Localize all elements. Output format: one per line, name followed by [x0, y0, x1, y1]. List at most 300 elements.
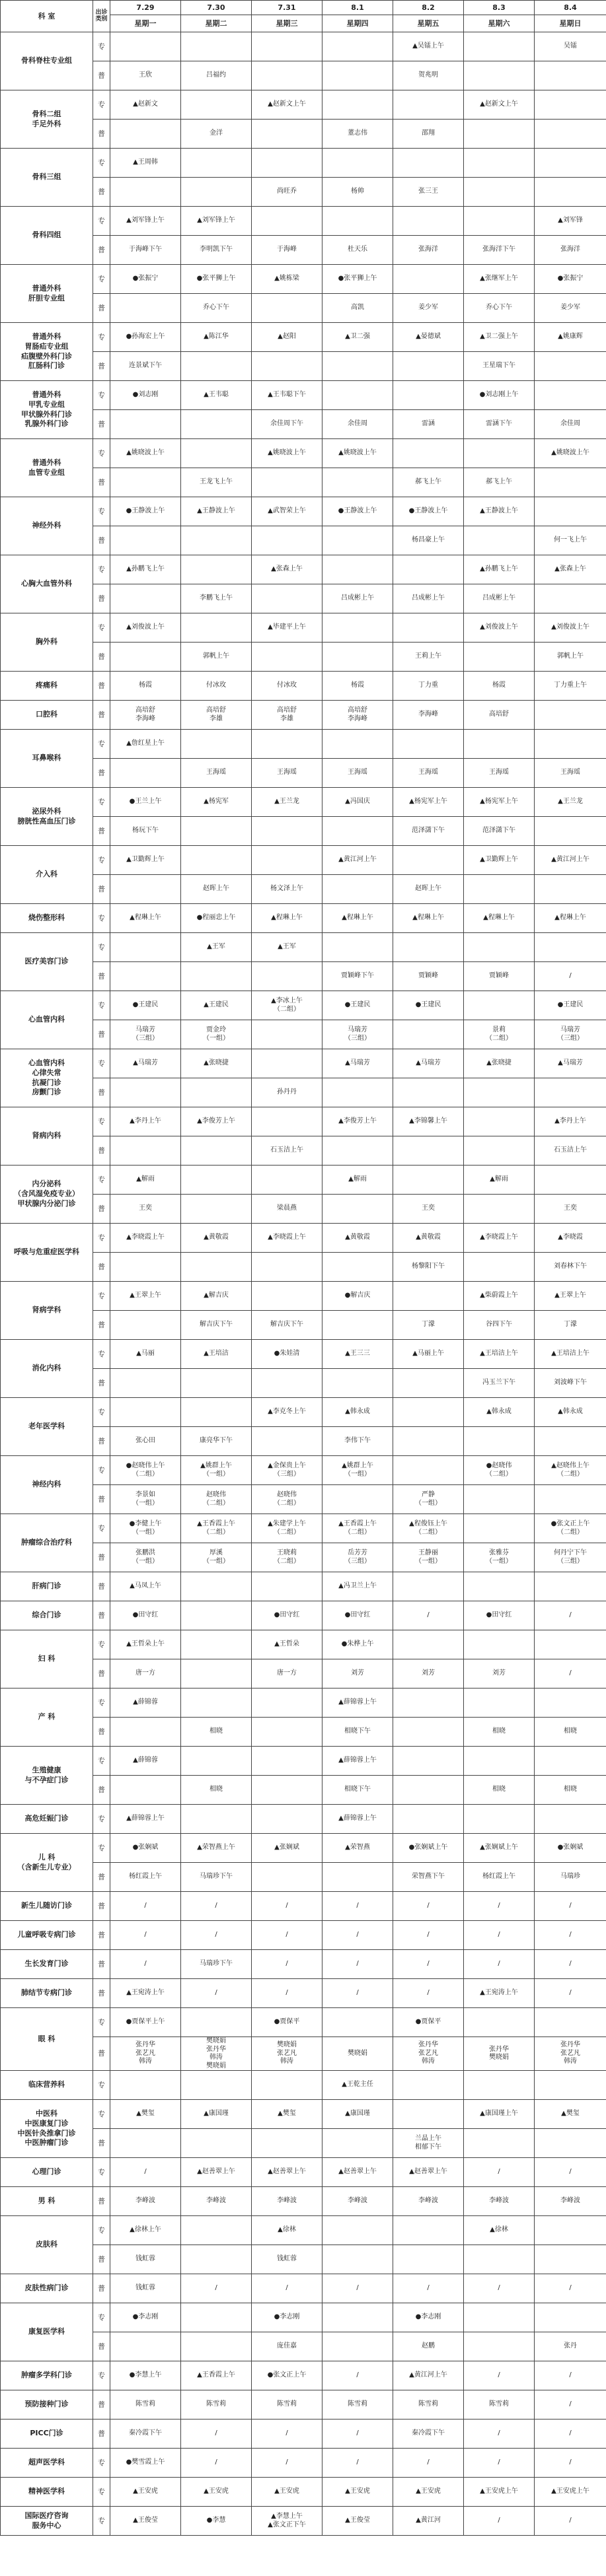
schedule-cell	[252, 1805, 322, 1834]
schedule-cell: ▲卫勤辉上午	[464, 846, 535, 875]
schedule-cell: 王莉上午	[393, 643, 464, 672]
schedule-row	[1, 2361, 606, 2390]
schedule-cell: /	[181, 2274, 252, 2303]
schedule-row	[1, 2390, 606, 2419]
department-name: 中医科 中医康复门诊 中医针灸推拿门诊 中医肿瘤门诊	[1, 2100, 93, 2158]
schedule-cell	[322, 1078, 393, 1107]
schedule-cell	[464, 1107, 535, 1136]
schedule-row	[1, 2100, 606, 2129]
schedule-row	[1, 439, 606, 468]
schedule-cell	[252, 730, 322, 759]
schedule-cell: 张鹏洪 （一组）	[110, 1543, 181, 1572]
schedule-cell	[464, 120, 535, 149]
schedule-cell: ▲李晓霞上午	[110, 1224, 181, 1253]
visit-type: 普	[93, 817, 110, 846]
schedule-cell	[535, 1078, 606, 1107]
date-header: 7.30	[181, 1, 252, 15]
schedule-cell: ▲冯卫兰上午	[322, 1572, 393, 1601]
schedule-cell: ▲韩永成	[535, 1398, 606, 1427]
schedule-row	[1, 555, 606, 584]
schedule-cell: ▲王静波上午	[181, 497, 252, 526]
schedule-cell: 高培舒 李雄	[181, 701, 252, 730]
schedule-cell: ▲赵善翠上午	[252, 2158, 322, 2187]
visit-type: 普	[93, 1601, 110, 1630]
visit-type: 普	[93, 2245, 110, 2274]
schedule-cell: ●张文正上午 （二组）	[535, 1514, 606, 1543]
visit-type: 普	[93, 643, 110, 672]
schedule-cell: 贺兆明	[393, 61, 464, 90]
schedule-cell	[252, 120, 322, 149]
schedule-cell: ▲薛锦蓉上午	[110, 1805, 181, 1834]
schedule-cell	[181, 1369, 252, 1398]
schedule-cell: ▲晏德斌	[393, 323, 464, 352]
schedule-cell: 何一飞上午	[535, 526, 606, 555]
schedule-cell: ▲荣智燕	[322, 1834, 393, 1863]
department-name: 普通外科 血管专业组	[1, 439, 93, 497]
schedule-cell	[393, 1166, 464, 1195]
weekday-header: 星期六	[464, 15, 535, 32]
header-dates-row	[1, 1, 606, 15]
schedule-cell: 陈雪莉	[181, 2390, 252, 2419]
schedule-cell: ▲武智荣上午	[252, 497, 322, 526]
schedule-cell: 丁濛	[393, 1311, 464, 1340]
schedule-cell: ▲康国瑾	[322, 2100, 393, 2129]
schedule-cell	[322, 149, 393, 178]
schedule-cell: ●张振宁	[535, 265, 606, 294]
department-name: 国际医疗咨询 服务中心	[1, 2507, 93, 2536]
visit-type: 普	[93, 1979, 110, 2008]
schedule-cell: 王海瑶	[322, 759, 393, 788]
schedule-cell: 丁力重上午	[535, 672, 606, 701]
schedule-cell: ▲黄敬霞	[393, 1224, 464, 1253]
schedule-cell: ▲姚群上午 （一组）	[322, 1456, 393, 1485]
schedule-cell	[535, 2303, 606, 2332]
visit-type: 普	[93, 526, 110, 555]
schedule-row	[1, 381, 606, 410]
schedule-cell: 邵翔	[393, 120, 464, 149]
visit-type: 普	[93, 1718, 110, 1747]
schedule-cell	[393, 2071, 464, 2100]
schedule-cell	[393, 1747, 464, 1776]
schedule-cell: 丁濛	[535, 1311, 606, 1340]
schedule-cell: ▲马瑞芳	[110, 1049, 181, 1078]
schedule-cell	[535, 1805, 606, 1834]
schedule-cell	[535, 1747, 606, 1776]
schedule-cell: 唐一方	[110, 1659, 181, 1688]
schedule-cell	[393, 555, 464, 584]
schedule-cell: ▲王培洁上午	[535, 1340, 606, 1369]
schedule-cell: ▲马凤上午	[110, 1572, 181, 1601]
schedule-cell	[535, 178, 606, 207]
visit-type: 普	[93, 1659, 110, 1688]
schedule-cell: /	[322, 2449, 393, 2478]
schedule-row	[1, 904, 606, 933]
schedule-cell	[181, 149, 252, 178]
schedule-cell: 相晓下午	[322, 1776, 393, 1805]
schedule-cell	[181, 1398, 252, 1427]
schedule-cell	[252, 2129, 322, 2158]
schedule-cell: ●贾保平	[393, 2008, 464, 2037]
department-name: 综合门诊	[1, 1601, 93, 1630]
schedule-cell	[181, 2129, 252, 2158]
schedule-cell: 姜少军	[393, 294, 464, 323]
visit-type: 专	[93, 1834, 110, 1863]
schedule-cell: 付冰玫	[252, 672, 322, 701]
schedule-cell: ▲王三三	[322, 1340, 393, 1369]
department-name: 呼吸与危重症医学科	[1, 1224, 93, 1282]
schedule-cell	[322, 2008, 393, 2037]
department-name: 心胸大血管外科	[1, 555, 93, 613]
schedule-cell	[393, 2100, 464, 2129]
visit-type: 普	[93, 2187, 110, 2216]
schedule-cell	[464, 933, 535, 962]
schedule-cell: /	[252, 1950, 322, 1979]
schedule-cell: /	[322, 1921, 393, 1950]
weekday-header: 星期二	[181, 15, 252, 32]
schedule-cell: 李峰波	[464, 2187, 535, 2216]
schedule-cell: ▲詹红星上午	[110, 730, 181, 759]
schedule-body	[1, 32, 606, 2536]
schedule-cell	[322, 207, 393, 236]
schedule-cell: ▲刘俊波上午	[535, 613, 606, 643]
schedule-cell: /	[464, 1921, 535, 1950]
schedule-cell	[464, 991, 535, 1020]
schedule-cell: /	[535, 2361, 606, 2390]
visit-type: 专	[93, 1282, 110, 1311]
schedule-cell: ●刘志刚上午	[464, 381, 535, 410]
schedule-row	[1, 1747, 606, 1776]
schedule-cell	[110, 120, 181, 149]
schedule-cell: ●田守红	[110, 1601, 181, 1630]
schedule-row	[1, 2216, 606, 2245]
schedule-cell	[535, 2216, 606, 2245]
visit-type: 普	[93, 1195, 110, 1224]
schedule-cell	[393, 1776, 464, 1805]
schedule-cell: 杨黎阳下午	[393, 1253, 464, 1282]
schedule-cell: 郭帆上午	[535, 643, 606, 672]
schedule-cell: ▲康国瑾	[181, 2100, 252, 2129]
schedule-cell: /	[464, 2419, 535, 2449]
schedule-cell: 吕成彬上午	[464, 584, 535, 613]
visit-type: 普	[93, 468, 110, 497]
schedule-cell: 赵晓伟 （二组）	[181, 1485, 252, 1514]
schedule-cell	[393, 1427, 464, 1456]
schedule-cell	[535, 90, 606, 120]
schedule-cell: 王海瑶	[252, 759, 322, 788]
schedule-cell: /	[252, 2419, 322, 2449]
department-name: 皮肤科	[1, 2216, 93, 2274]
department-name: 肝病门诊	[1, 1572, 93, 1601]
schedule-cell: 解吉庆下午	[181, 1311, 252, 1340]
schedule-cell: ▲张晓捷	[181, 1049, 252, 1078]
schedule-cell: 严静 （一组）	[393, 1485, 464, 1514]
department-name: 高危妊娠门诊	[1, 1805, 93, 1834]
schedule-cell	[464, 1427, 535, 1456]
schedule-cell	[110, 933, 181, 962]
schedule-cell: ▲王军	[252, 933, 322, 962]
schedule-cell	[110, 2129, 181, 2158]
schedule-cell: /	[181, 1979, 252, 2008]
visit-type: 专	[93, 207, 110, 236]
visit-type: 专	[93, 613, 110, 643]
schedule-cell	[393, 265, 464, 294]
schedule-cell	[535, 1427, 606, 1456]
schedule-cell: 王静丽 （一组）	[393, 1543, 464, 1572]
schedule-cell: 张丹华 张艺凡 韩涛	[535, 2037, 606, 2071]
schedule-cell: ▲姚晓波上午	[252, 439, 322, 468]
schedule-cell: ▲韩永成	[464, 1398, 535, 1427]
schedule-cell	[252, 1776, 322, 1805]
schedule-cell: ▲程琳上午	[535, 904, 606, 933]
schedule-cell: ▲王周韩	[110, 149, 181, 178]
schedule-cell: 贾金玲 （一组）	[181, 1020, 252, 1049]
schedule-cell: ▲王翠上午	[110, 1282, 181, 1311]
schedule-cell	[464, 526, 535, 555]
schedule-cell: ▲荣智燕上午	[181, 1834, 252, 1863]
department-name: PICC门诊	[1, 2419, 93, 2449]
schedule-cell: ▲马瑞芳	[393, 1049, 464, 1078]
schedule-cell: ▲刘俊波上午	[110, 613, 181, 643]
department-name: 神经外科	[1, 497, 93, 555]
schedule-cell	[252, 584, 322, 613]
schedule-cell	[464, 2071, 535, 2100]
schedule-row	[1, 1805, 606, 1834]
schedule-cell: 张丹华 张艺凡 韩涛	[393, 2037, 464, 2071]
schedule-cell: ▲王乾主任	[322, 2071, 393, 2100]
schedule-cell: ▲王安虎	[110, 2478, 181, 2507]
schedule-cell: 王奕	[110, 1195, 181, 1224]
schedule-cell	[181, 962, 252, 991]
schedule-cell	[110, 1311, 181, 1340]
schedule-cell	[110, 410, 181, 439]
schedule-cell	[322, 1253, 393, 1282]
schedule-cell: 李景如 （一组）	[110, 1485, 181, 1514]
visit-type: 普	[93, 2419, 110, 2449]
schedule-cell: 李峰波	[393, 2187, 464, 2216]
department-name: 神经内科	[1, 1456, 93, 1514]
schedule-cell: ▲程琳上午	[322, 904, 393, 933]
schedule-cell: ▲刘俊波上午	[464, 613, 535, 643]
schedule-cell: 余佳周下午	[252, 410, 322, 439]
schedule-cell: /	[464, 2449, 535, 2478]
schedule-row	[1, 2008, 606, 2037]
schedule-cell	[252, 207, 322, 236]
schedule-cell: /	[322, 1979, 393, 2008]
schedule-cell: 王海瑶	[535, 759, 606, 788]
schedule-cell: /	[535, 1950, 606, 1979]
visit-type: 专	[93, 1049, 110, 1078]
schedule-cell	[252, 643, 322, 672]
schedule-cell	[252, 1863, 322, 1892]
schedule-cell: ●张文正上午	[252, 2361, 322, 2390]
department-name: 内分泌科 （含风湿免疫专业） 甲状腺内分泌门诊	[1, 1166, 93, 1224]
schedule-cell: ▲王静波上午	[464, 497, 535, 526]
visit-type: 专	[93, 1398, 110, 1427]
visit-type: 专	[93, 1688, 110, 1718]
schedule-cell	[535, 2071, 606, 2100]
department-name: 心血管内科	[1, 991, 93, 1049]
schedule-cell: ●张娴斌	[110, 1834, 181, 1863]
schedule-cell: /	[393, 1921, 464, 1950]
schedule-row	[1, 1166, 606, 1195]
schedule-cell: ▲李俊芳上午	[322, 1107, 393, 1136]
schedule-cell: 王晓莉 （二组）	[252, 1543, 322, 1572]
visit-type: 专	[93, 2071, 110, 2100]
visit-type: 专	[93, 991, 110, 1020]
schedule-cell	[110, 2332, 181, 2361]
schedule-cell: 何丹宁下午 （三组）	[535, 1543, 606, 1572]
schedule-cell: 相晓	[535, 1776, 606, 1805]
schedule-cell	[181, 1630, 252, 1659]
schedule-cell	[393, 1688, 464, 1718]
department-name: 肾病学科	[1, 1282, 93, 1340]
schedule-cell: 丁力重	[393, 672, 464, 701]
schedule-cell	[393, 730, 464, 759]
visit-type: 专	[93, 1747, 110, 1776]
schedule-row	[1, 2274, 606, 2303]
schedule-cell: ▲姚群上午 （一组）	[181, 1456, 252, 1485]
schedule-cell: ▲王培洁	[181, 1340, 252, 1369]
schedule-row	[1, 1892, 606, 1921]
department-name: 耳鼻喉科	[1, 730, 93, 788]
schedule-cell	[181, 32, 252, 61]
date-header: 8.2	[393, 1, 464, 15]
schedule-cell: 杨红霞上午	[464, 1863, 535, 1892]
schedule-cell: ▲解吉庆	[181, 1282, 252, 1311]
schedule-cell	[464, 2245, 535, 2274]
schedule-cell: ●李志刚	[252, 2303, 322, 2332]
schedule-cell	[110, 875, 181, 904]
visit-type: 专	[93, 2303, 110, 2332]
date-header: 7.31	[252, 1, 322, 15]
schedule-cell	[393, 613, 464, 643]
schedule-cell	[252, 817, 322, 846]
visit-type: 专	[93, 1166, 110, 1195]
schedule-cell	[322, 2332, 393, 2361]
visit-type: 普	[93, 352, 110, 381]
schedule-cell	[322, 730, 393, 759]
schedule-cell: /	[464, 2158, 535, 2187]
visit-type: 普	[93, 1136, 110, 1166]
schedule-cell: ▲马瑞芳	[535, 1049, 606, 1078]
schedule-cell	[110, 759, 181, 788]
schedule-cell: ▲陈江华	[181, 323, 252, 352]
schedule-cell: 王龙飞上午	[181, 468, 252, 497]
schedule-cell: 陈雪莉	[464, 2390, 535, 2419]
schedule-cell	[322, 2303, 393, 2332]
department-name: 生殖健康 与不孕症门诊	[1, 1747, 93, 1805]
schedule-cell	[393, 2245, 464, 2274]
schedule-cell	[252, 1688, 322, 1718]
schedule-cell	[393, 352, 464, 381]
visit-type: 普	[93, 1892, 110, 1921]
schedule-cell	[393, 1020, 464, 1049]
schedule-cell: 王奕	[393, 1195, 464, 1224]
visit-type: 普	[93, 294, 110, 323]
schedule-cell: ●赵晓伟 （二组）	[464, 1456, 535, 1485]
schedule-cell	[252, 1253, 322, 1282]
department-name: 烧伤整形科	[1, 904, 93, 933]
schedule-cell: /	[393, 1950, 464, 1979]
schedule-row	[1, 2419, 606, 2449]
schedule-cell: /	[252, 1979, 322, 2008]
schedule-row	[1, 1834, 606, 1863]
schedule-cell: ●王建民	[393, 991, 464, 1020]
schedule-cell: ●李慧上午	[110, 2361, 181, 2390]
schedule-cell	[181, 613, 252, 643]
schedule-cell: 相晓	[535, 1718, 606, 1747]
schedule-cell: 杨霞	[322, 672, 393, 701]
schedule-cell	[252, 1049, 322, 1078]
schedule-cell: 雷涵下午	[464, 410, 535, 439]
department-name: 骨科四组	[1, 207, 93, 265]
schedule-cell: ▲王安虎	[181, 2478, 252, 2507]
schedule-cell	[252, 1572, 322, 1601]
schedule-cell	[464, 1485, 535, 1514]
schedule-cell	[535, 1630, 606, 1659]
schedule-cell	[181, 1136, 252, 1166]
schedule-cell: ▲李丹上午	[535, 1107, 606, 1136]
visit-type: 普	[93, 1078, 110, 1107]
department-name: 普通外科 甲乳专业组 甲状腺外科门诊 乳腺外科门诊	[1, 381, 93, 439]
schedule-cell	[393, 1369, 464, 1398]
visit-type: 普	[93, 672, 110, 701]
schedule-cell: ●张娴斌	[535, 1834, 606, 1863]
schedule-cell: 高培舒 李海峰	[322, 701, 393, 730]
department-name: 介入科	[1, 846, 93, 904]
schedule-cell	[322, 875, 393, 904]
schedule-cell: ▲王培洁上午	[464, 1340, 535, 1369]
schedule-cell: 贾颖峰	[393, 962, 464, 991]
schedule-cell: ●田守红	[322, 1601, 393, 1630]
visit-type: 专	[93, 1630, 110, 1659]
schedule-cell: ●赵晓伟上午 （二组）	[110, 1456, 181, 1485]
schedule-cell: ▲张继军上午	[464, 265, 535, 294]
schedule-cell	[464, 2303, 535, 2332]
schedule-cell: 刘春林下午	[535, 1253, 606, 1282]
schedule-cell	[464, 2332, 535, 2361]
schedule-cell: ▲解雨	[110, 1166, 181, 1195]
schedule-cell: 杜天乐	[322, 236, 393, 265]
schedule-cell: 赵晖上午	[181, 875, 252, 904]
schedule-cell: /	[110, 1921, 181, 1950]
schedule-cell: ▲赵善翠上午	[393, 2158, 464, 2187]
schedule-cell: 马瑞珍下午	[181, 1863, 252, 1892]
schedule-row	[1, 1950, 606, 1979]
schedule-cell: 杨霞	[110, 672, 181, 701]
schedule-cell	[110, 1136, 181, 1166]
department-name: 医疗美容门诊	[1, 933, 93, 991]
department-name: 肿瘤综合治疗科	[1, 1514, 93, 1572]
schedule-cell: ▲李锦馨上午	[393, 1107, 464, 1136]
schedule-cell	[464, 1195, 535, 1224]
schedule-cell	[535, 149, 606, 178]
schedule-cell	[252, 846, 322, 875]
schedule-cell	[322, 468, 393, 497]
schedule-cell: ▲冯国庆	[322, 788, 393, 817]
schedule-row	[1, 90, 606, 120]
schedule-cell: 余佳周	[322, 410, 393, 439]
visit-type: 专	[93, 32, 110, 61]
schedule-cell: ▲黄江河上午	[322, 846, 393, 875]
department-name: 康复医学科	[1, 2303, 93, 2361]
schedule-cell: 李峰波	[535, 2187, 606, 2216]
schedule-cell: ▲赵新文上午	[252, 90, 322, 120]
schedule-row	[1, 613, 606, 643]
schedule-cell	[181, 846, 252, 875]
department-name: 心理门诊	[1, 2158, 93, 2187]
schedule-cell	[252, 1718, 322, 1747]
